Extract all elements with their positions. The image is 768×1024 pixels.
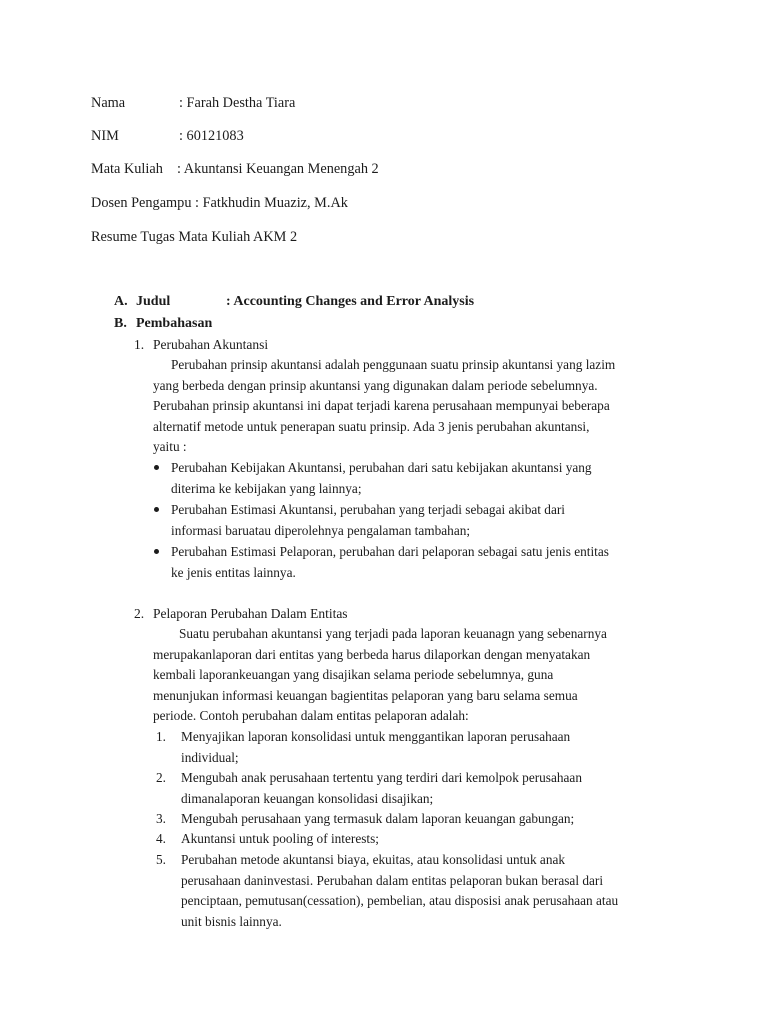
list-item (153, 542, 609, 583)
bullet-line: Perubahan Estimasi Pelaporan, perubahan dari pelaporan sebagai satu jenis entitas (171, 544, 609, 559)
nim-value: : 60121083 (179, 128, 244, 144)
list-line: penciptaan, pemutusan(cessation), pembelian, atau disposisi anak perusahaan atau (181, 893, 619, 908)
list-item (153, 500, 565, 541)
item1-heading (134, 336, 268, 354)
list-marker: 4. (156, 831, 166, 846)
item2-heading (134, 605, 348, 623)
section-a-marker: A. (114, 294, 128, 309)
header-matkul (91, 160, 379, 178)
list-line: Mengubah perusahaan yang termasuk dalam laporan keuangan gabungan; (181, 811, 575, 826)
paragraph-line: alternatif metode untuk penerapan suatu prinsip. Ada 3 jenis perubahan akuntansi, (153, 418, 590, 434)
item2-paragraph (153, 624, 683, 727)
list-item (153, 809, 574, 830)
nim-label: NIM (91, 128, 119, 144)
header-dosen: Dosen Pengampu : Fatkhudin Muaziz, M.Ak (91, 195, 348, 211)
item2-title: Pelaporan Perubahan Dalam Entitas (153, 606, 348, 621)
list-item (153, 727, 570, 768)
item1-paragraph (153, 355, 683, 458)
list-item (153, 850, 618, 932)
list-item (153, 458, 592, 499)
list-marker: 5. (156, 852, 166, 867)
nama-value: : Farah Destha Tiara (179, 95, 296, 111)
matkul-value: : Akuntansi Keuangan Menengah 2 (177, 161, 379, 177)
list-line: Perubahan metode akuntansi biaya, ekuitas, atau konsolidasi untuk anak (181, 852, 566, 867)
section-a-label: Judul (136, 294, 171, 309)
matkul-label: Mata Kuliah (91, 161, 163, 177)
section-b-marker: B. (114, 316, 127, 331)
paragraph-line: Suatu perubahan akuntansi yang terjadi pada laporan keuanagn yang sebenarnya (179, 626, 607, 641)
list-item (153, 768, 582, 809)
item1-title: Perubahan Akuntansi (153, 337, 269, 352)
list-marker: 3. (156, 811, 166, 826)
bullet-line: informasi baruatau diperolehnya pengalaman tambahan; (171, 522, 471, 538)
header-nama (91, 94, 295, 112)
bullet-line: Perubahan Kebijakan Akuntansi, perubahan dari satu kebijakan akuntansi yang (171, 460, 592, 475)
paragraph-line: yang berbeda dengan prinsip akuntansi yang digunakan dalam periode sebelumnya. (153, 377, 598, 393)
list-line: perusahaan daninvestasi. Perubahan dalam entitas pelaporan bukan berasal dari (181, 872, 604, 888)
header-resume: Resume Tugas Mata Kuliah AKM 2 (91, 229, 298, 245)
paragraph-line: Perubahan prinsip akuntansi adalah penggunaan suatu prinsip akuntansi yang lazim (171, 357, 616, 372)
list-line: dimanalaporan keuangan konsolidasi disajikan; (181, 790, 434, 806)
section-b-label: Pembahasan (136, 316, 213, 331)
nama-label: Nama (91, 95, 126, 111)
bullet-line: diterima ke kebijakan yang lainnya; (171, 480, 362, 496)
list-marker: 1. (156, 729, 166, 744)
paragraph-line: menunjukan informasi keuangan bagientitas pelaporan yang baru selama semua (153, 687, 578, 703)
bullet-line: Perubahan Estimasi Akuntansi, perubahan yang terjadi sebagai akibat dari (171, 502, 565, 517)
list-item (153, 829, 379, 850)
paragraph-line: yaitu : (153, 439, 187, 454)
paragraph-line: periode. Contoh perubahan dalam entitas pelaporan adalah: (153, 708, 469, 723)
paragraph-line: Perubahan prinsip akuntansi ini dapat terjadi karena perusahaan mempunyai beberapa (153, 398, 610, 413)
list-marker: 2. (156, 770, 166, 785)
list-line: Menyajikan laporan konsolidasi untuk menggantikan laporan perusahaan (181, 729, 571, 744)
section-a-value: : Accounting Changes and Error Analysis (226, 294, 475, 309)
list-line: Mengubah anak perusahaan tertentu yang terdiri dari kemolpok perusahaan (181, 770, 582, 785)
list-line: unit bisnis lainnya. (181, 913, 282, 929)
item1-marker: 1. (134, 337, 145, 352)
bullet-line: ke jenis entitas lainnya. (171, 564, 296, 580)
section-a-judul (114, 293, 474, 311)
header-nim (91, 127, 244, 145)
paragraph-line: kembali laporankeuangan yang disajikan selama periode sebelumnya, guna (153, 667, 554, 682)
list-line: individual; (181, 749, 239, 765)
item2-marker: 2. (134, 606, 145, 621)
section-b-pembahasan (114, 315, 212, 333)
list-line: Akuntansi untuk pooling of interests; (181, 831, 379, 846)
paragraph-line: merupakanlaporan dari entitas yang berbeda harus dilaporkan dengan menyatakan (153, 646, 591, 662)
